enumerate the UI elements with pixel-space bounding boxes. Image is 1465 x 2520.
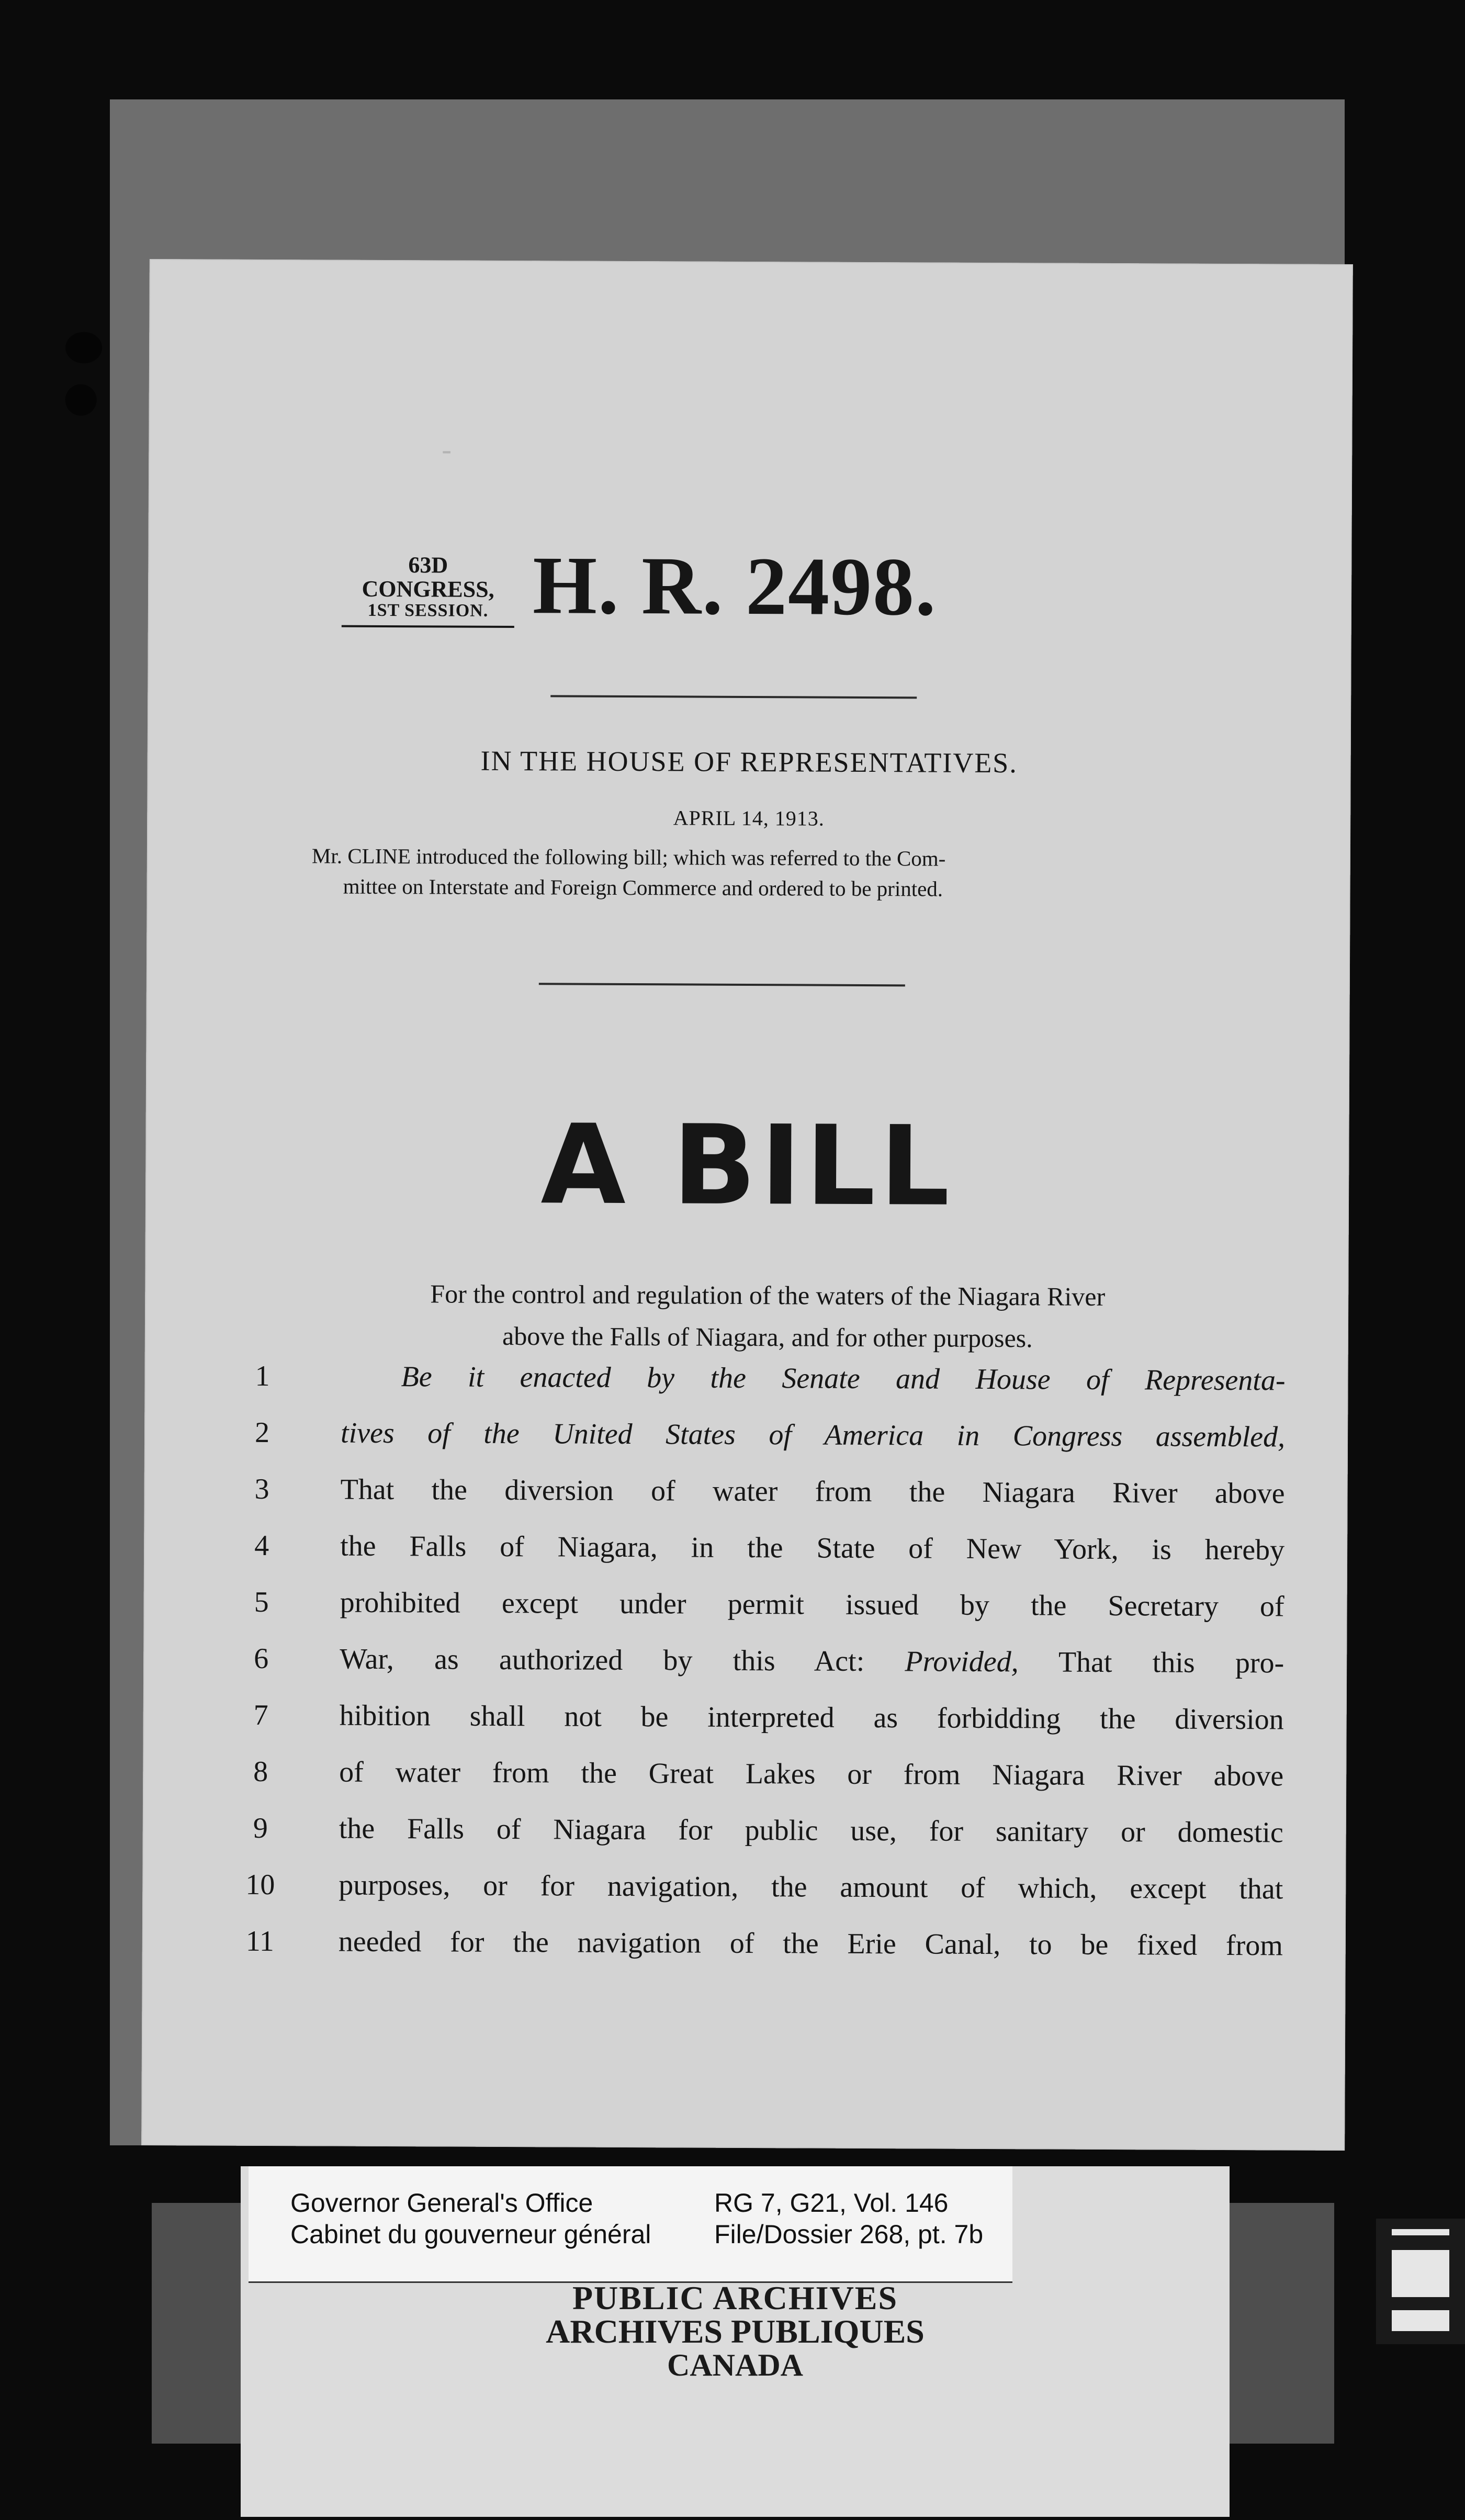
line-number: 1 [255, 1359, 270, 1393]
stamp-line-3: CANADA [667, 2348, 803, 2382]
introduction-note [312, 840, 1285, 905]
line-text [340, 1631, 1284, 1692]
line-text: hibition shall not be interpreted as forbidding the diversion [339, 1699, 1284, 1736]
bill-line [228, 1348, 1285, 1409]
bill-purpose [271, 1272, 1265, 1360]
bill-line [227, 1800, 1283, 1861]
purpose-line-1: For the control and regulation of the waters of the Niagara River [430, 1279, 1106, 1311]
bill-line [226, 1857, 1283, 1918]
bill-line [227, 1630, 1284, 1692]
stamp-line-1: PUBLIC ARCHIVES [572, 2279, 898, 2316]
line-text: That the diversion of water from the Niagara River above [340, 1473, 1285, 1510]
show-through-text: - [442, 433, 452, 466]
bill-line [226, 1913, 1283, 1974]
office-names [290, 2187, 651, 2250]
punch-hole-top [65, 332, 102, 363]
bill-line [227, 1743, 1283, 1805]
line-text: of water from the Great Lakes or from Niagara River above [339, 1756, 1284, 1793]
line-number: 10 [245, 1868, 275, 1902]
introduction-date: APRIL 14, 1913. [673, 806, 825, 830]
archive-reference [714, 2187, 983, 2250]
line-number: 11 [245, 1925, 274, 1958]
proviso-word: Provided, [905, 1645, 1019, 1679]
line-text: tives of the United States of America in Congress assembled, [340, 1416, 1286, 1454]
introduction-line-1: Mr. CLINE introduced the following bill; which was referred to the Com- [311, 843, 946, 871]
office-french: Cabinet du gouverneur général [290, 2220, 651, 2249]
film-perforation [1376, 2219, 1465, 2344]
stamp-line-2: ARCHIVES PUBLIQUES [546, 2313, 925, 2350]
line-number: 6 [254, 1642, 269, 1675]
line-text: the Falls of Niagara, in the State of New York, is hereby [340, 1529, 1285, 1567]
line-number: 4 [254, 1529, 269, 1562]
introduction-line-2: mittee on Interstate and Foreign Commerce and ordered to be printed. [343, 874, 943, 901]
session-number: 1ST SESSION. [367, 601, 489, 621]
line-text: the Falls of Niagara for public use, for sanitary or domestic [339, 1812, 1283, 1849]
divider-rule-1 [550, 695, 917, 699]
bill-line [228, 1517, 1284, 1579]
bill-title: A BILL [540, 1100, 954, 1231]
session-rule [342, 625, 514, 628]
bill-line [227, 1574, 1284, 1635]
line-text: prohibited except under permit issued by the Secretary of [340, 1586, 1284, 1623]
line-number: 2 [254, 1416, 270, 1449]
line-text-part: War, as authorized by this Act: [340, 1643, 865, 1678]
bill-number: H. R. 2498. [532, 539, 938, 633]
line-number: 5 [254, 1585, 269, 1619]
line-number: 8 [253, 1755, 268, 1788]
archives-stamp [241, 2281, 1230, 2382]
archive-reference-label [249, 2166, 1012, 2283]
bill-line [227, 1687, 1283, 1748]
bill-line [228, 1461, 1284, 1522]
house-heading: IN THE HOUSE OF REPRESENTATIVES. [480, 745, 1018, 779]
record-group: RG 7, G21, Vol. 146 [714, 2188, 949, 2218]
office-english: Governor General's Office [290, 2188, 593, 2218]
file-reference: File/Dossier 268, pt. 7b [714, 2220, 984, 2249]
line-text: needed for the navigation of the Erie Canal, to be fixed from [338, 1925, 1283, 1962]
bill-page [141, 259, 1353, 2151]
bill-line [228, 1404, 1285, 1466]
divider-rule-2 [539, 983, 905, 986]
purpose-line-2: above the Falls of Niagara, and for other purposes. [502, 1321, 1033, 1353]
line-number: 9 [253, 1812, 268, 1845]
punch-hole-bottom [65, 384, 97, 415]
line-text: purposes, or for navigation, the amount of which, except that [339, 1869, 1283, 1906]
line-text: Be it enacted by the Senate and House of Representa- [401, 1360, 1286, 1397]
line-text-part: That this pro- [1058, 1646, 1284, 1680]
bill-text [226, 1348, 1286, 1974]
congress-session [342, 553, 515, 628]
line-number: 7 [253, 1698, 268, 1732]
line-number: 3 [254, 1472, 269, 1506]
congress-number: 63D CONGRESS, [362, 552, 494, 603]
